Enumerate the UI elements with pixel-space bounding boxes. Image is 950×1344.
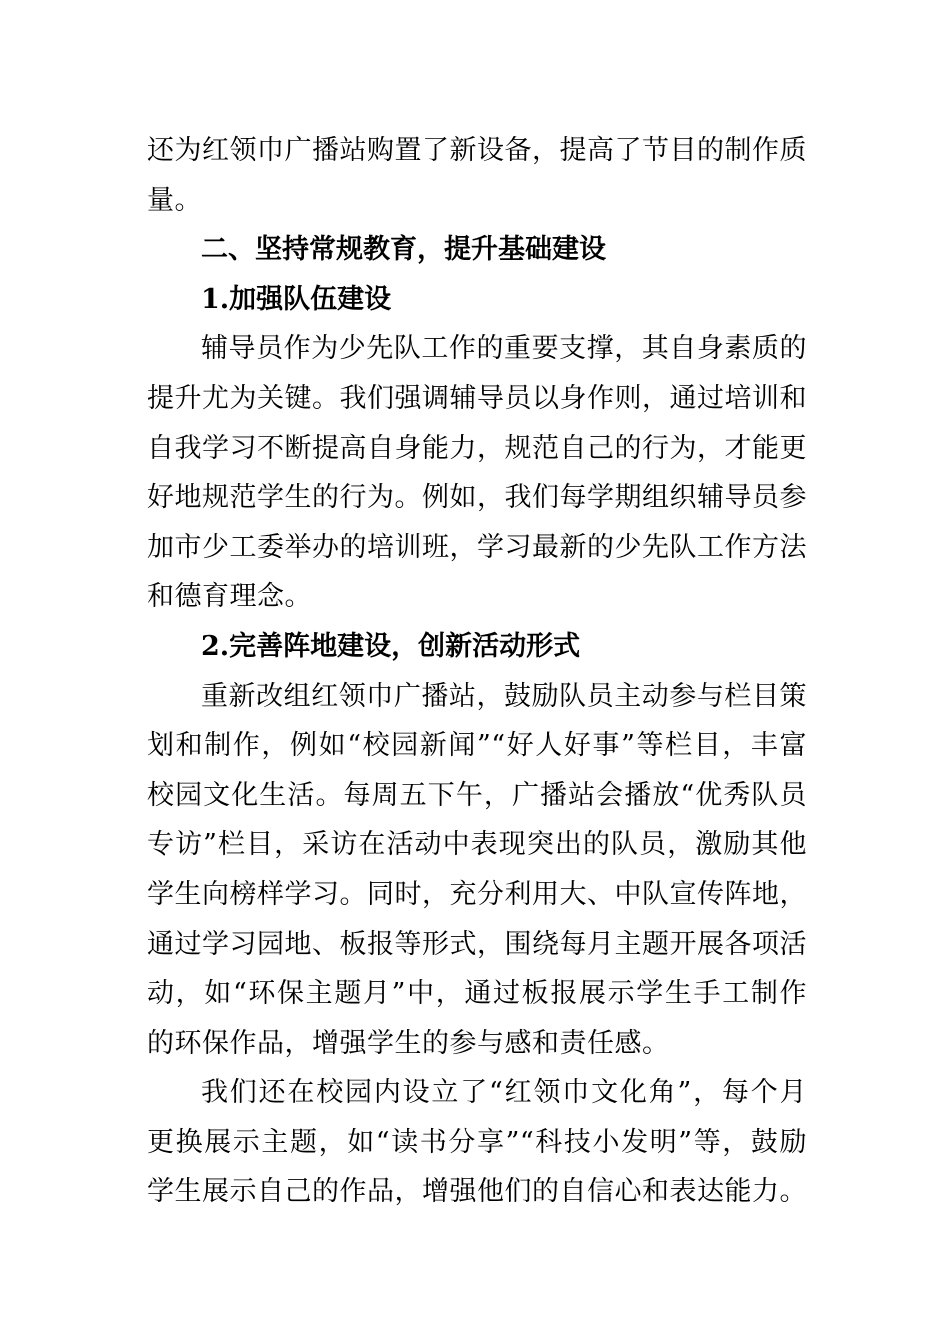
document-body: [147, 126, 807, 1217]
paragraph-team-building: 辅导员作为少先队工作的重要支撑，其自身素质的提升尤为关键。我们强调辅导员以身作则，通过培训和自我学习不断提高自身能力，规范自己的行为，才能更好地规范学生的行为。例如，我们每学期组织辅导员参加市少工委举办的培训班，学习最新的少先队工作方法和德育理念。: [147, 333, 807, 613]
paragraph-broadcast-station: 重新改组红领巾广播站，鼓励队员主动参与栏目策划和制作，例如“校园新闻”“好人好事”等栏目，丰富校园文化生活。每周五下午，广播站会播放“优秀队员专访”栏目，采访在活动中表现突出的队员，激励其他学生向榜样学习。同时，充分利用大、中队宣传阵地，通过学习园地、板报等形式，围绕每月主题开展各项活动，如“环保主题月”中，通过板报展示学生手工制作的环保作品，增强学生的参与感和责任感。: [147, 680, 807, 1059]
subsection-heading-1: 1.加强队伍建设: [201, 283, 392, 315]
paragraph-culture-corner: 我们还在校园内设立了“红领巾文化角”，每个月更换展示主题，如“读书分享”“科技小发明”等，鼓励学生展示自己的作品，增强他们的自信心和表达能力。: [147, 1077, 807, 1208]
section-heading: 二、坚持常规教育，提升基础建设: [201, 234, 606, 266]
subsection-heading-2: 2.完善阵地建设，创新活动形式: [201, 630, 581, 662]
paragraph-continuation: 还为红领巾广播站购置了新设备，提高了节目的制作质量。: [147, 135, 807, 216]
